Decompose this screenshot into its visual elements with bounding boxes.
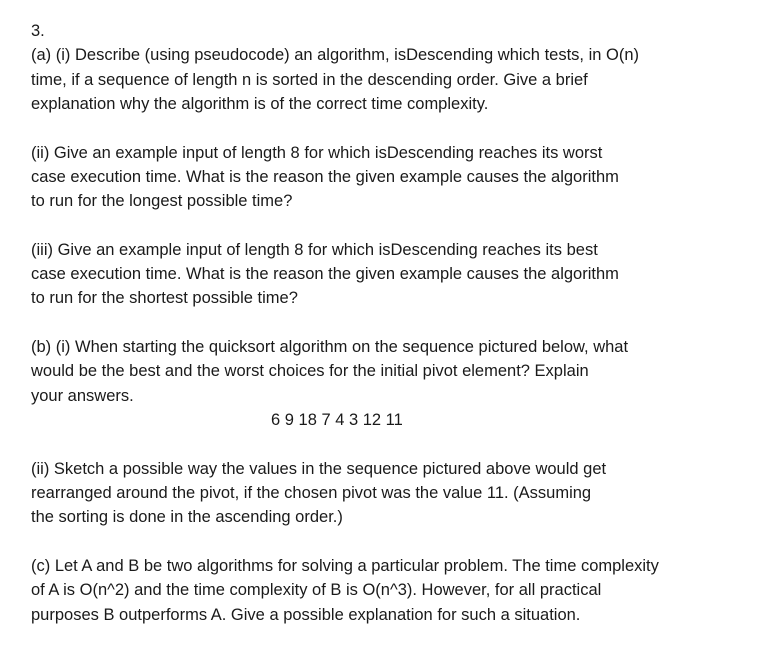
- text-line: rearranged around the pivot, if the chosen pivot was the value 11. (Assuming: [31, 484, 592, 503]
- text-line: to run for the longest possible time?: [31, 192, 293, 211]
- text-line: would be the best and the worst choices for the initial pivot element? Explain: [31, 362, 589, 381]
- text-line: of A is O(n^2) and the time complexity of B is O(n^3). However, for all practical: [31, 581, 602, 600]
- text-line: (iii) Give an example input of length 8 for which isDescending reaches its best: [31, 240, 598, 259]
- sequence-values: 6 9 18 7 4 3 12 11: [271, 411, 403, 430]
- part-a-iii: [31, 238, 746, 311]
- text-line: case execution time. What is the reason the given example causes the algorithm: [31, 167, 619, 186]
- text-line: time, if a sequence of length n is sorted in the descending order. Give a brief: [31, 70, 588, 89]
- part-a-ii: [31, 141, 746, 214]
- text-line: (ii) Sketch a possible way the values in the sequence pictured above would get: [31, 459, 607, 478]
- text-line: to run for the shortest possible time?: [31, 289, 298, 308]
- part-c: [31, 554, 746, 627]
- text-line: (c) Let A and B be two algorithms for solving a particular problem. The time complexity: [31, 557, 659, 575]
- text-line: the sorting is done in the ascending order.): [31, 508, 343, 527]
- question-document: [31, 0, 746, 627]
- text-line: (b) (i) When starting the quicksort algorithm on the sequence pictured below, what: [31, 338, 629, 357]
- question-number: 3.: [31, 22, 45, 40]
- part-b-ii: [31, 457, 746, 530]
- part-b-i: [31, 335, 746, 408]
- text-line: (ii) Give an example input of length 8 for which isDescending reaches its worst: [31, 143, 603, 162]
- text-line: (a) (i) Describe (using pseudocode) an algorithm, isDescending which tests, in O(n): [31, 46, 640, 65]
- text-line: purposes B outperforms A. Give a possible explanation for such a situation.: [31, 605, 581, 624]
- text-line: case execution time. What is the reason the given example causes the algorithm: [31, 265, 619, 284]
- text-line: your answers.: [31, 386, 134, 405]
- text-line: explanation why the algorithm is of the correct time complexity.: [31, 94, 489, 113]
- part-a-i: [31, 43, 746, 116]
